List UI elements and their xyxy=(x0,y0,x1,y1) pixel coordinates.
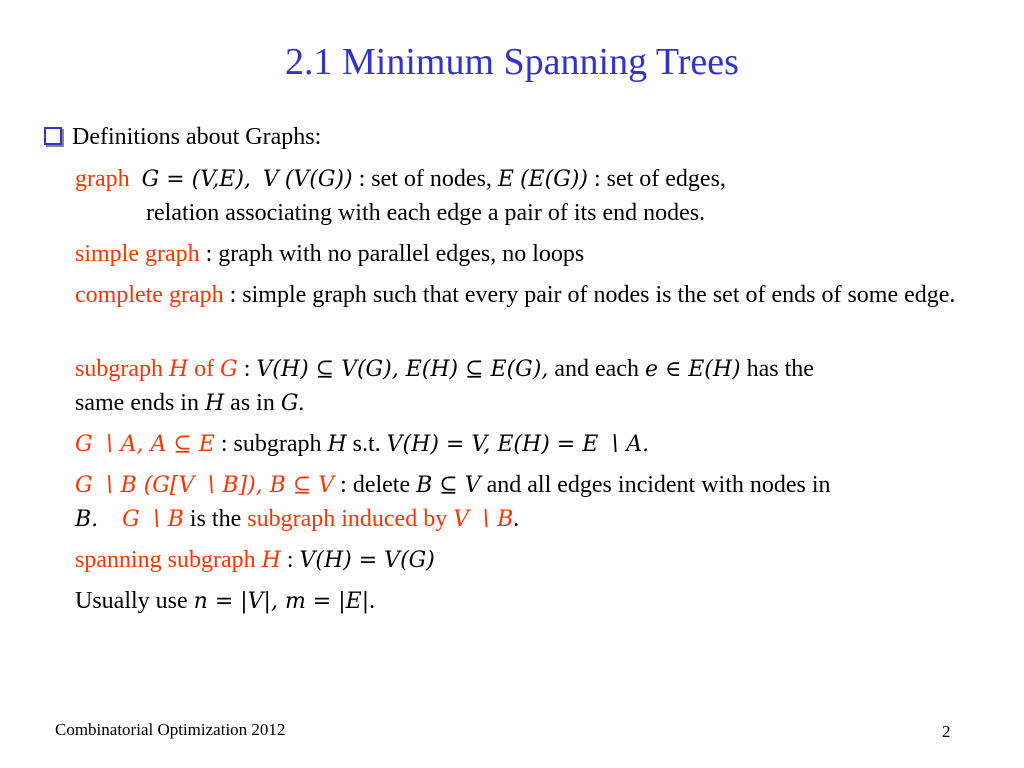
term-graph: graph xyxy=(75,166,130,192)
math: H xyxy=(168,357,189,382)
math: V(H) ⊆ V(G), E(H) ⊆ E(G), xyxy=(256,357,549,382)
math: (V(G)) xyxy=(284,167,353,192)
notation-note xyxy=(75,584,995,619)
math: H xyxy=(261,548,281,573)
def-complete-graph xyxy=(75,278,995,312)
text: has the xyxy=(740,356,814,382)
math: (E(G)) xyxy=(519,167,588,192)
term-simple-graph: simple graph xyxy=(75,241,200,267)
text: is the xyxy=(183,506,248,532)
math: G xyxy=(220,357,238,382)
math: G. xyxy=(280,391,305,416)
math: B ⊆ V xyxy=(416,473,481,498)
text: . xyxy=(369,588,376,614)
def-subgraph-cont xyxy=(75,386,995,421)
math: G ∖ B (G[V ∖ B]), B ⊆ V xyxy=(75,473,335,498)
term-spanning-subgraph: spanning subgraph xyxy=(75,547,262,573)
text: : delete xyxy=(334,472,417,498)
text: and all edges incident with nodes in xyxy=(480,472,831,498)
def-node-deletion xyxy=(75,468,995,503)
bullet-text: Definitions about Graphs: xyxy=(72,124,322,150)
math: V(H) = V(G) xyxy=(299,548,435,573)
def-subgraph xyxy=(75,352,995,387)
math: E xyxy=(497,167,514,192)
text: : xyxy=(237,356,257,382)
math: B. xyxy=(75,507,99,532)
math: G ∖ A, A ⊆ E xyxy=(75,432,215,457)
math: n = |V|, m = |E| xyxy=(193,589,370,614)
text: same ends in xyxy=(75,390,205,416)
slide-title: 2.1 Minimum Spanning Trees xyxy=(285,41,739,83)
bullet-heading xyxy=(44,123,321,151)
math: G = (V,E), xyxy=(141,167,251,192)
text: as in xyxy=(224,390,281,416)
def-node-deletion-cont xyxy=(75,502,995,537)
term-induced-subgraph: subgraph induced by xyxy=(247,506,454,532)
def-graph-cont: relation associating with each edge a pair of its end nodes. xyxy=(146,200,706,226)
math: V ∖ B xyxy=(453,507,514,532)
text: : xyxy=(280,547,300,573)
text: Usually use xyxy=(75,588,194,614)
text: : set of edges, xyxy=(587,166,726,192)
math: G ∖ B xyxy=(122,507,184,532)
text: . xyxy=(513,506,520,532)
def-simple-graph xyxy=(75,237,995,271)
text: : subgraph xyxy=(214,431,328,457)
math: H xyxy=(204,391,225,416)
text: s.t. xyxy=(346,431,387,457)
def-spanning-subgraph xyxy=(75,543,995,578)
footer-course: Combinatorial Optimization 2012 xyxy=(55,720,286,739)
math: e ∈ E(H) xyxy=(644,357,741,382)
text: : simple graph such that every pair of nodes is the set of ends of some edge. xyxy=(223,282,956,308)
text: : graph with no parallel edges, no loops xyxy=(199,241,585,267)
math: V xyxy=(262,167,279,192)
page-number: 2 xyxy=(942,722,951,741)
math: H xyxy=(327,432,347,457)
def-edge-deletion xyxy=(75,427,995,462)
text: : set of nodes, xyxy=(352,166,498,192)
checkbox-bullet-icon xyxy=(44,127,62,145)
term-subgraph: subgraph xyxy=(75,356,169,382)
text: and each xyxy=(548,356,645,382)
term-complete-graph: complete graph xyxy=(75,282,224,308)
def-graph xyxy=(75,162,995,197)
term-subgraph: of xyxy=(188,356,221,382)
math: V(H) = V, E(H) = E ∖ A. xyxy=(386,432,650,457)
